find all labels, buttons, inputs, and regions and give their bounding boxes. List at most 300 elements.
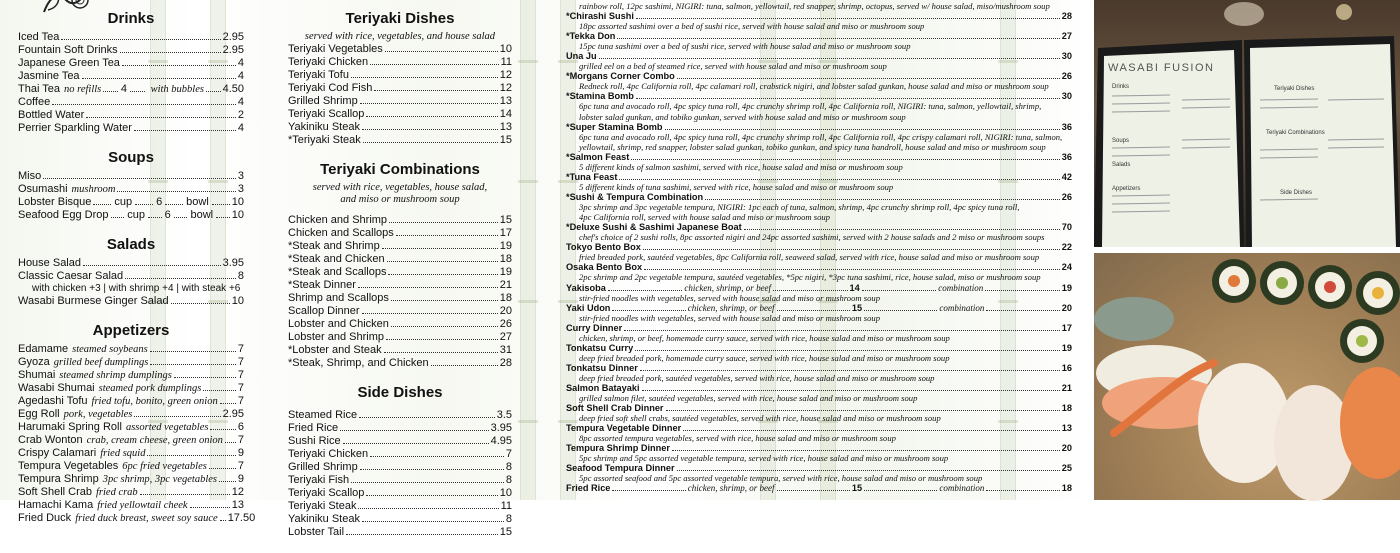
item-price: 11 xyxy=(500,500,512,512)
item-price: 18 xyxy=(499,253,512,265)
dot-leader xyxy=(362,313,498,314)
item-price: 2.95 xyxy=(222,44,244,56)
item-name: Egg Roll xyxy=(18,408,60,420)
dinner-item xyxy=(566,443,1072,463)
dot-leader xyxy=(777,490,850,491)
item-combo-label: combination xyxy=(939,483,985,494)
item-name: Una Ju xyxy=(566,51,597,62)
dot-leader xyxy=(150,364,236,365)
dot-leader xyxy=(385,51,498,52)
menu-item xyxy=(18,356,244,369)
menu-item xyxy=(288,474,512,487)
menu-item xyxy=(18,83,244,96)
menu-item xyxy=(288,513,512,526)
dot-leader xyxy=(431,365,498,366)
dot-leader xyxy=(773,290,847,291)
item-price: 17 xyxy=(499,227,512,239)
item-name: Scallop Dinner xyxy=(288,305,360,317)
dot-leader xyxy=(219,481,236,482)
section-title: Salads xyxy=(106,236,156,253)
item-description: 5pc assorted seafood and 5pc assorted vegetable tempura, served with rice, house salad and miso or mushroom soup xyxy=(579,473,983,484)
item-note: pork, vegetables xyxy=(63,409,133,420)
dot-leader xyxy=(599,58,1060,59)
menu-item xyxy=(18,109,244,122)
dot-leader xyxy=(389,222,498,223)
side-dishes-section xyxy=(288,384,512,539)
item-name: Steamed Rice xyxy=(288,409,358,421)
item-price: 10 xyxy=(499,43,512,55)
size-label: bowl xyxy=(186,196,209,208)
dot-leader xyxy=(396,235,498,236)
item-description: 15pc tuna sashimi over a bed of sushi rice, served with house salad and miso or mushroom soup xyxy=(579,41,911,52)
item-name: *Tekka Don xyxy=(566,31,616,42)
menu-item xyxy=(18,196,244,209)
item-name: Soft Shell Crab Dinner xyxy=(566,403,664,414)
item-note: assorted vegetables xyxy=(125,422,209,433)
item-name: Wasabi Shumai xyxy=(18,382,95,394)
item-name: Crab Wonton xyxy=(18,434,83,446)
item-price: 30 xyxy=(1061,51,1072,62)
item-name: Crispy Calamari xyxy=(18,447,97,459)
item-name: Thai Tea xyxy=(18,83,60,95)
item-name: *Steak and Scallops xyxy=(288,266,387,278)
menu-item xyxy=(18,421,244,434)
item-name: *Stamina Bomb xyxy=(566,91,634,102)
item-price: 15 xyxy=(499,526,512,538)
item-name: Yakisoba xyxy=(566,282,606,293)
dinner-item xyxy=(566,303,1072,323)
dot-leader xyxy=(665,129,1060,130)
dot-leader xyxy=(612,310,685,311)
item-note: steamed shrimp dumplings xyxy=(59,370,172,381)
item-choice: chicken, shrimp, or beef xyxy=(687,302,775,313)
item-price: 7 xyxy=(237,460,244,472)
menu-item xyxy=(288,214,512,227)
dot-leader xyxy=(174,217,188,218)
item-description: stir-fried noodles with vegetables, served with house salad and miso or mushroom soup xyxy=(579,312,880,323)
dot-leader xyxy=(52,104,236,105)
dot-leader xyxy=(346,534,498,535)
item-price: 12 xyxy=(231,486,244,498)
item-price: 70 xyxy=(1061,222,1072,233)
dinner-item-line xyxy=(566,242,1072,252)
item-price: 20 xyxy=(499,305,512,317)
dinner-item xyxy=(566,423,1072,443)
item-price: 3 xyxy=(237,183,244,195)
item-name: Lobster and Shrimp xyxy=(288,331,384,343)
item-name: Chicken and Scallops xyxy=(288,227,394,239)
item-description: 4pc California roll, served with house salad and miso or mushroom soup xyxy=(579,212,830,223)
dot-leader xyxy=(362,129,498,130)
dot-leader xyxy=(122,65,236,66)
item-price: 26 xyxy=(1061,192,1072,203)
dot-leader xyxy=(642,390,1060,391)
item-description: 6pc tuna and avocado roll, 4pc spicy tuna roll, 4pc crunchy shrimp roll, 4pc California roll, NIGIRI: tuna, salmon, yellowtail, shrimp, xyxy=(579,101,1042,112)
item-name: Fried Duck xyxy=(18,512,72,524)
item-name: Chicken and Shrimp xyxy=(288,214,388,226)
menu-item xyxy=(288,134,512,147)
menu-item xyxy=(18,447,244,460)
item-name: Fried Rice xyxy=(566,483,611,494)
menu-item xyxy=(288,253,512,266)
dinner-item xyxy=(566,403,1072,423)
item-note: with bubbles xyxy=(150,84,204,95)
item-price: 10 xyxy=(231,209,245,221)
dinner-item-line xyxy=(566,31,1072,41)
item-name: *Steak and Chicken xyxy=(288,253,385,265)
photo-menu-brand: WASABI FUSION xyxy=(1108,62,1215,74)
dinner-item-line xyxy=(566,283,1072,293)
dot-leader xyxy=(370,456,504,457)
item-price: 2.95 xyxy=(222,31,244,43)
item-description: 3pc shrimp and 3pc vegetable tempura, NIGIRI: 1pc each of tuna, salmon, shrimp, 4pc crunchy shrimp roll, 4pc spicy tuna roll, xyxy=(579,202,1020,213)
dot-leader xyxy=(362,521,504,522)
dinner-item xyxy=(566,483,1072,493)
dot-leader xyxy=(148,217,162,218)
dot-leader xyxy=(343,443,489,444)
item-name: Teriyaki Tofu xyxy=(288,69,349,81)
dot-leader xyxy=(370,64,498,65)
item-price: 20 xyxy=(1061,443,1072,454)
item-name: Fried Rice xyxy=(288,422,339,434)
item-price: 25 xyxy=(1061,463,1072,474)
item-price: 21 xyxy=(499,279,512,291)
dinner-item-line xyxy=(566,483,1072,493)
dot-leader xyxy=(220,403,236,404)
item-name: Classic Caesar Salad xyxy=(18,270,124,282)
section-title: Teriyaki Dishes xyxy=(345,10,455,27)
menu-item xyxy=(288,331,512,344)
dot-leader xyxy=(644,269,1060,270)
item-name: *Morgans Corner Combo xyxy=(566,71,675,82)
dot-leader xyxy=(117,191,235,192)
item-name: Coffee xyxy=(18,96,51,108)
dot-leader xyxy=(777,310,850,311)
bamboo-stalk xyxy=(520,0,536,500)
item-name: Tempura Vegetable Dinner xyxy=(566,423,682,434)
dot-leader xyxy=(220,520,226,521)
menu-item xyxy=(288,305,512,318)
dot-leader xyxy=(171,303,230,304)
item-price: 12 xyxy=(499,69,512,81)
item-description: 5pc shrimp and 5pc assorted vegetable tempura, served with rice, house salad and miso or mushroom soup xyxy=(579,453,949,464)
dot-leader xyxy=(677,78,1060,79)
item-name: Lobster and Chicken xyxy=(288,318,389,330)
dinner-item-line xyxy=(566,343,1072,353)
dot-leader xyxy=(206,91,221,92)
dot-leader xyxy=(358,508,498,509)
dot-leader xyxy=(351,482,504,483)
dot-leader xyxy=(636,18,1060,19)
photo-menu-section-label: Teriyaki Dishes xyxy=(1274,86,1315,92)
item-price: 4 xyxy=(237,57,244,69)
dot-leader xyxy=(391,300,498,301)
dinner-item-line xyxy=(566,122,1072,132)
item-name: *Lobster and Steak xyxy=(288,344,382,356)
menu-item xyxy=(18,96,244,109)
item-name: *Sushi & Tempura Combination xyxy=(566,192,704,203)
item-price: 19 xyxy=(499,266,512,278)
item-note: steamed pork dumplings xyxy=(98,383,202,394)
item-price: 7 xyxy=(237,395,244,407)
item-description: deep fried breaded pork, sautéed vegetables, served with rice, house salad and miso or mushroom soup xyxy=(579,372,935,383)
item-price: 8 xyxy=(505,461,512,473)
dot-leader xyxy=(366,495,497,496)
item-name: Yakiniku Steak xyxy=(288,121,360,133)
dinner-item xyxy=(566,71,1072,91)
dinner-item xyxy=(566,463,1072,483)
item-name: *Super Stamina Bomb xyxy=(566,121,663,132)
item-name: Harumaki Spring Roll xyxy=(18,421,122,433)
dot-leader xyxy=(83,265,221,266)
section-title: Appetizers xyxy=(92,322,170,339)
dinner-list xyxy=(566,11,1072,493)
item-note: fried tofu, bonito, green onion xyxy=(91,396,218,407)
item-name: Tempura Vegetables xyxy=(18,460,119,472)
dinner-item-line xyxy=(566,403,1072,413)
item-name: Yaki Udon xyxy=(566,302,611,313)
dot-leader xyxy=(61,39,220,40)
photo-menu-section-label: Side Dishes xyxy=(1280,190,1313,196)
teriyaki-combinations-section xyxy=(288,161,512,370)
item-name: *Steak, Shrimp, and Chicken xyxy=(288,357,429,369)
menu-item xyxy=(18,382,244,395)
menu-item xyxy=(18,209,244,222)
soups-section xyxy=(18,149,244,222)
menu-item xyxy=(18,369,244,382)
dinner-item-line xyxy=(566,91,1072,101)
item-name: Teriyaki Chicken xyxy=(288,448,369,460)
menu-item xyxy=(288,227,512,240)
dot-leader xyxy=(43,178,236,179)
item-name: Teriyaki Scallop xyxy=(288,108,365,120)
dinner-item xyxy=(566,172,1072,192)
dot-leader xyxy=(617,38,1059,39)
photo-menu-section-label: Drinks xyxy=(1112,84,1130,90)
item-note: steamed soybeans xyxy=(72,344,148,355)
item-name: Agedashi Tofu xyxy=(18,395,88,407)
item-price: 19 xyxy=(1061,282,1072,293)
dot-leader xyxy=(619,179,1059,180)
section-title: Teriyaki Combinations xyxy=(320,161,480,178)
item-combo-label: combination xyxy=(939,302,985,313)
item-name: Tempura Shrimp Dinner xyxy=(566,443,670,454)
item-description: deep fried soft shell crabs, sautéed vegetables, served with rice, house salad and miso or mushroom soup xyxy=(579,413,941,424)
item-price: 27 xyxy=(1061,31,1072,42)
item-description: 2pc shrimp and 2pc vegetable tempura, sautéed vegetables, *5pc nigiri, *3pc tuna sashimi, rice, house salad, miso or mushroom soup xyxy=(579,272,1041,283)
item-name: Tempura Shrimp xyxy=(18,473,99,485)
item-price: 13 xyxy=(1061,423,1072,434)
item-price: 12 xyxy=(499,82,512,94)
item-name: Hamachi Kama xyxy=(18,499,94,511)
dot-leader xyxy=(683,430,1060,431)
dot-leader xyxy=(608,290,682,291)
item-description: chicken, shrimp, or beef, homemade curry sauce, served with rice, house salad and miso or mushroom soup xyxy=(579,332,950,343)
item-name: Yakiniku Steak xyxy=(288,513,360,525)
dot-leader xyxy=(190,507,230,508)
item-name: Teriyaki Chicken xyxy=(288,56,369,68)
dot-leader xyxy=(864,310,937,311)
item-name: *Steak Dinner xyxy=(288,279,356,291)
item-price: 31 xyxy=(499,344,512,356)
item-price: 26 xyxy=(1061,71,1072,82)
item-price: 27 xyxy=(499,331,512,343)
item-name: Soft Shell Crab xyxy=(18,486,92,498)
menu-item xyxy=(288,95,512,108)
item-price: 3 xyxy=(237,170,244,182)
item-price: 10 xyxy=(231,196,245,208)
item-name: *Chirashi Sushi xyxy=(566,11,634,22)
menu-item xyxy=(18,31,244,44)
item-note: fried squid xyxy=(100,448,146,459)
item-price: 4.95 xyxy=(490,435,512,447)
item-price: 14 xyxy=(499,108,512,120)
item-price: 8 xyxy=(505,474,512,486)
dinner-item-line xyxy=(566,152,1072,162)
menu-item xyxy=(18,122,244,135)
dot-leader xyxy=(147,455,235,456)
menu-item xyxy=(18,473,244,486)
item-name: Teriyaki Scallop xyxy=(288,487,365,499)
item-description: 5 different kinds of salmon sashimi, served with rice, house salad and miso or mushroom soup xyxy=(579,161,903,172)
dinner-item-line xyxy=(566,11,1072,21)
dinner-item-line xyxy=(566,71,1072,81)
dot-leader xyxy=(212,204,230,205)
dot-leader xyxy=(624,330,1060,331)
item-note: crab, cream cheese, green onion xyxy=(86,435,223,446)
menu-item xyxy=(288,409,512,422)
item-price: 36 xyxy=(1061,121,1072,132)
dot-leader xyxy=(150,351,236,352)
menu-item xyxy=(18,170,244,183)
item-description: lobster salad gunkan, and tobiko gunkan, served with house salad and miso or mushroom soup xyxy=(579,111,906,122)
dinner-item xyxy=(566,192,1072,222)
dot-leader xyxy=(134,130,236,131)
dot-leader xyxy=(386,339,498,340)
sushi-photo xyxy=(1094,253,1400,500)
item-price: 8 xyxy=(505,513,512,525)
dot-leader xyxy=(82,78,236,79)
menu-item xyxy=(288,526,512,539)
item-price: 26 xyxy=(499,318,512,330)
dot-leader xyxy=(360,103,498,104)
size-label: cup xyxy=(114,196,133,208)
dot-leader xyxy=(635,350,1060,351)
menu-item xyxy=(18,57,244,70)
dot-leader xyxy=(677,470,1060,471)
item-price: 18 xyxy=(1061,483,1072,494)
item-name: Curry Dinner xyxy=(566,322,623,333)
item-choice: chicken, shrimp, or beef xyxy=(684,282,772,293)
section-title: Side Dishes xyxy=(357,384,443,401)
menu-item xyxy=(288,435,512,448)
menu-item xyxy=(288,318,512,331)
dot-leader xyxy=(366,116,497,117)
item-price: 28 xyxy=(1061,11,1072,22)
item-name: Gyoza xyxy=(18,356,50,368)
item-note: fried crab xyxy=(95,487,138,498)
item-description: 6pc tuna and avocado roll, 4pc spicy tuna roll, 4pc crunchy shrimp roll, 4pc California roll, 4pc crispy calamari roll, NIGIRI: tuna, salmon, xyxy=(579,131,1063,142)
item-name: Teriyaki Cod Fish xyxy=(288,82,373,94)
dot-leader xyxy=(111,217,125,218)
item-name: Lobster Tail xyxy=(288,526,345,538)
menu-item xyxy=(288,82,512,95)
item-price: 7 xyxy=(237,434,244,446)
item-name: House Salad xyxy=(18,257,81,269)
dinner-item xyxy=(566,91,1072,121)
item-price: 2 xyxy=(237,109,244,121)
dot-leader xyxy=(134,416,220,417)
item-price: 7 xyxy=(237,356,244,368)
dot-leader xyxy=(384,352,498,353)
menu-item xyxy=(18,257,244,270)
menu-booklet-illustration xyxy=(1094,0,1400,247)
item-price: 4 xyxy=(237,70,244,82)
item-name: Grilled Shrimp xyxy=(288,95,358,107)
item-name: Shumai xyxy=(18,369,56,381)
photo-menu-section-label: Soups xyxy=(1112,138,1130,144)
item-name: Japanese Green Tea xyxy=(18,57,120,69)
dot-leader xyxy=(340,430,488,431)
item-description: deep fried breaded pork, homemade curry sauce, served with rice, house salad and miso or mushroom soup xyxy=(579,352,950,363)
section-title: Soups xyxy=(108,149,154,166)
item-name: Sushi Rice xyxy=(288,435,341,447)
item-description: 5 different kinds of tuna sashimi, served with rice, house salad and miso or mushroom soup xyxy=(579,181,894,192)
dot-leader xyxy=(382,248,498,249)
item-description: yellowtail, shrimp, red snapper, lobster salad gunkan, tobiko gunkan, and spicy tuna handroll, house salad and miso or mushroom soup xyxy=(579,141,1046,152)
dot-leader xyxy=(358,287,498,288)
dot-leader xyxy=(985,290,1059,291)
menu-item xyxy=(18,460,244,473)
item-price: 10 xyxy=(499,487,512,499)
item-price: 6 xyxy=(237,421,244,433)
menu-item xyxy=(288,422,512,435)
menu-item xyxy=(18,499,244,512)
menu-item xyxy=(288,461,512,474)
item-description: chef's choice of 2 sushi rolls, 8pc assorted nigiri and 24pc assorted sashimi, served with 2 house salads and 2 miso or mushroom soups xyxy=(579,232,1045,243)
menu-item xyxy=(288,448,512,461)
menu-item xyxy=(18,44,244,57)
size-label: bowl xyxy=(190,209,214,221)
item-price: 9 xyxy=(237,447,244,459)
item-price: 18 xyxy=(499,292,512,304)
item-price: 17 xyxy=(1061,322,1072,333)
dinner-item xyxy=(566,51,1072,71)
item-description: 8pc assorted tempura vegetables, served with rice, house salad and miso or mushroom soup xyxy=(579,433,896,444)
item-price: 18 xyxy=(1061,403,1072,414)
dot-leader xyxy=(986,310,1059,311)
dinner-item xyxy=(566,343,1072,363)
item-name: Teriyaki Vegetables xyxy=(288,43,383,55)
item-name: Osaka Bento Box xyxy=(566,262,643,273)
dot-leader xyxy=(705,199,1060,200)
item-name: Grilled Shrimp xyxy=(288,461,358,473)
item-name: *Tuna Feast xyxy=(566,171,618,182)
item-name: Edamame xyxy=(18,343,69,355)
item-price: 6 xyxy=(164,209,171,221)
dinner-item xyxy=(566,242,1072,262)
dot-leader xyxy=(612,490,685,491)
dinner-item-line xyxy=(566,192,1072,202)
photo-menu-section-label: Appetizers xyxy=(1112,186,1141,192)
item-price: 7 xyxy=(237,369,244,381)
menu-item xyxy=(18,70,244,83)
section-subtitle: served with rice, vegetables, and house salad xyxy=(304,31,496,42)
dinner-item xyxy=(566,222,1072,242)
menu-item xyxy=(288,279,512,292)
item-name: *Steak and Shrimp xyxy=(288,240,380,252)
menu-item xyxy=(18,434,244,447)
